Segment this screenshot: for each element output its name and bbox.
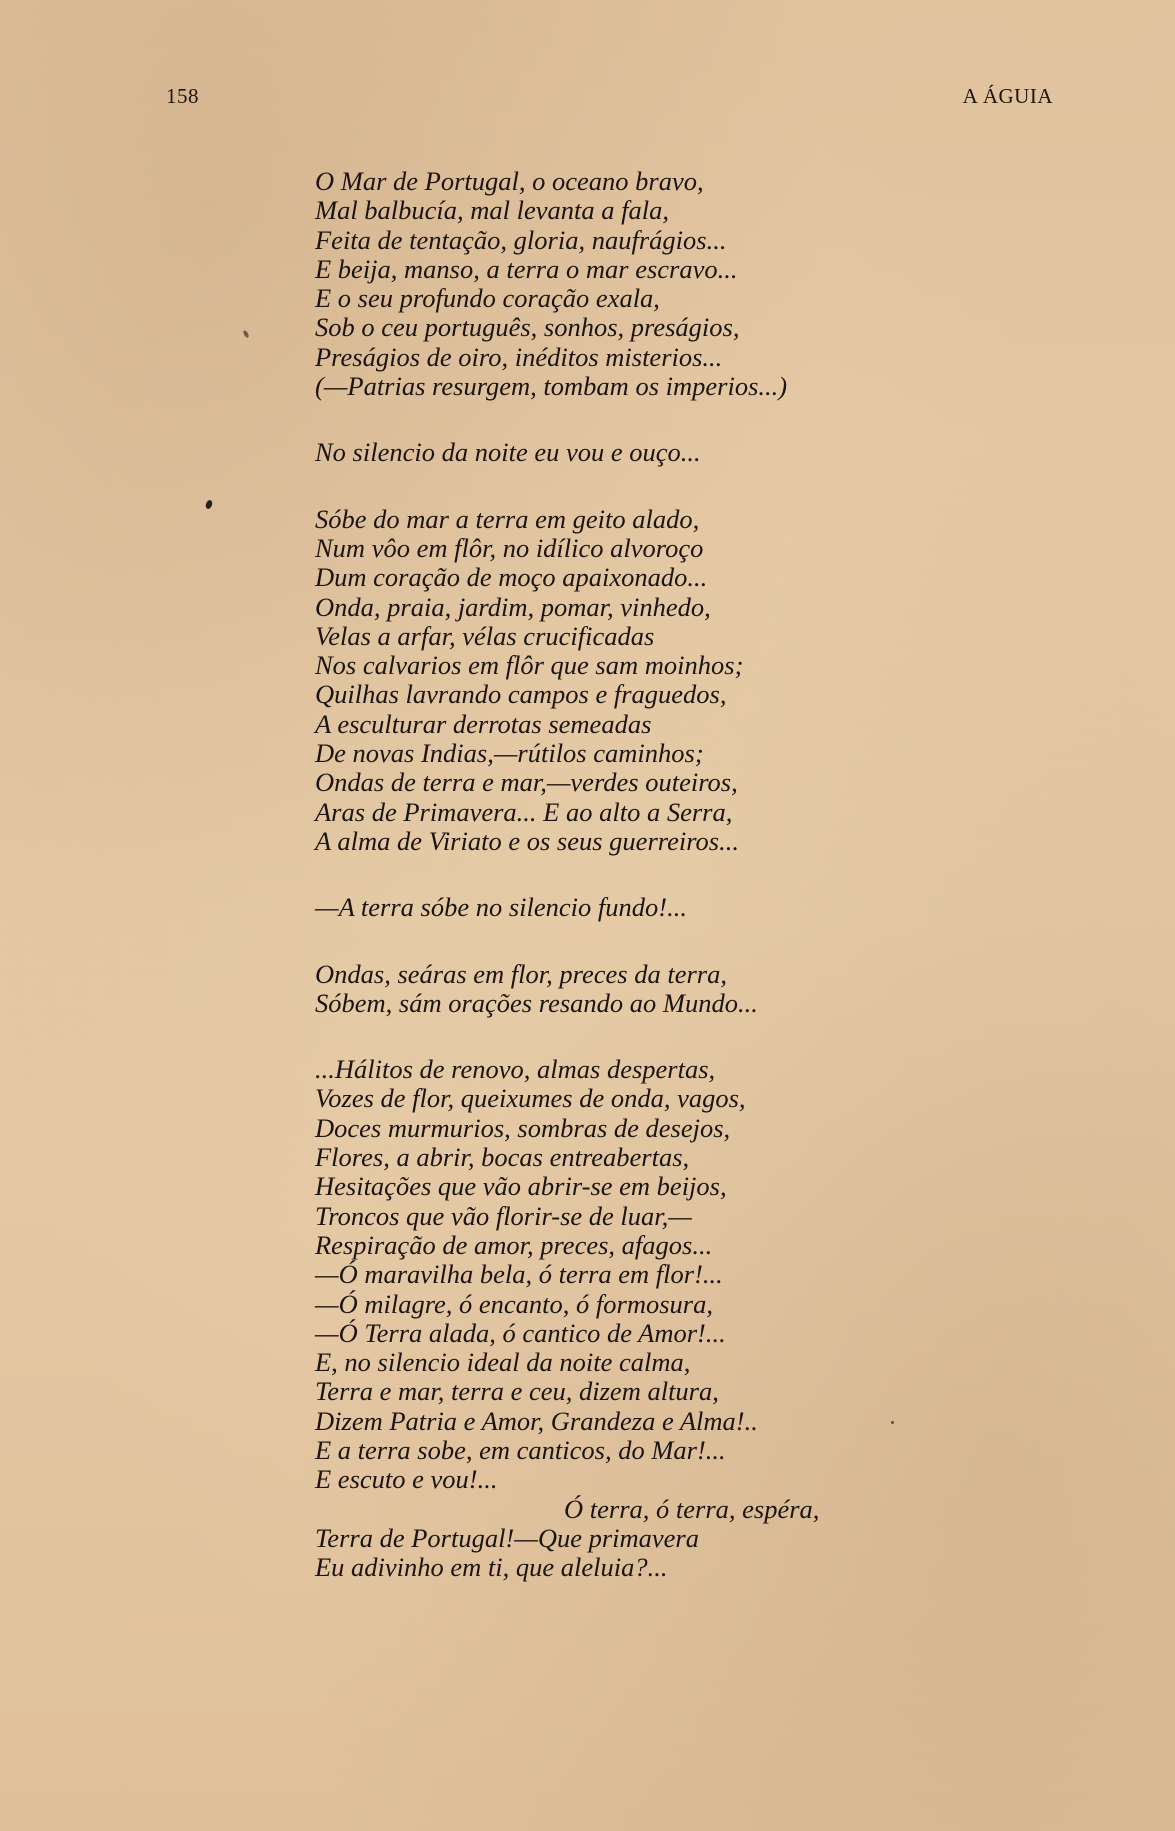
poem-line: ...Hálitos de renovo, almas despertas, [315, 1054, 716, 1085]
running-head-journal-title: A ÁGUIA [962, 84, 1053, 108]
page-number: 158 [166, 84, 199, 108]
poem-line: Onda, praia, jardim, pomar, vinhedo, [315, 591, 711, 622]
poem-line: Dizem Patria e Amor, Grandeza e Alma!.. [315, 1405, 758, 1436]
poem-line: Velas a arfar, vélas crucificadas [315, 620, 655, 651]
poem-line: Troncos que vão florir-se de luar,— [315, 1200, 692, 1231]
stanza [315, 438, 1015, 467]
poem-line: E a terra sobe, em canticos, do Mar!... [315, 1434, 726, 1465]
poem-line: Sóbem, sám orações resando ao Mundo... [315, 987, 758, 1018]
poem-line: —Ó maravilha bela, ó terra em flor!... [315, 1259, 723, 1290]
poem-line: Respiração de amor, preces, afagos... [315, 1229, 713, 1260]
poem-line: A alma de Viriato e os seus guerreiros... [315, 825, 739, 856]
poem-line: Ondas de terra e mar,—verdes outeiros, [315, 767, 738, 798]
poem-line: De novas Indias,—rútilos caminhos; [315, 738, 704, 769]
poem-line: Mal balbucía, mal levanta a fala, [315, 195, 670, 226]
poem-line-indented: Ó terra, ó terra, espéra, [564, 1493, 820, 1524]
poem-line: Doces murmurios, sombras de desejos, [315, 1112, 731, 1143]
poem-line: Preságios de oiro, inéditos misterios... [315, 341, 723, 372]
stanza [315, 893, 1015, 922]
poem-line: Flores, a abrir, bocas entreabertas, [315, 1142, 690, 1173]
paper-speck [242, 330, 249, 339]
poem-line: Dum coração de moço apaixonado... [315, 562, 708, 593]
poem-line: Quilhas lavrando campos e fraguedos, [315, 679, 727, 710]
poem [315, 167, 1015, 1582]
poem-line: Eu adivinho em ti, que aleluia?... [315, 1552, 668, 1583]
stanza [315, 960, 1015, 1019]
stanza [315, 505, 1015, 857]
poem-line: Nos calvarios em flôr que sam moinhos; [315, 650, 744, 681]
paper-speck [891, 1421, 894, 1424]
poem-line: Sóbe do mar a terra em geito alado, [315, 503, 700, 534]
poem-line: Terra e mar, terra e ceu, dizem altura, [315, 1376, 719, 1407]
poem-line: Ondas, seáras em flor, preces da terra, [315, 958, 727, 989]
poem-line: O Mar de Portugal, o oceano bravo, [315, 166, 704, 196]
poem-line: Sob o ceu português, sonhos, preságios, [315, 312, 740, 343]
poem-line: Vozes de flor, queixumes de onda, vagos, [315, 1083, 746, 1114]
poem-line: Aras de Primavera... E ao alto a Serra, [315, 796, 733, 827]
poem-line: Feita de tentação, gloria, naufrágios... [315, 224, 727, 255]
paper-speck [205, 499, 214, 510]
poem-line: E, no silencio ideal da noite calma, [315, 1347, 691, 1378]
poem-line: E beija, manso, a terra o mar escravo... [315, 253, 738, 284]
stanza [315, 167, 1015, 401]
poem-line: —Ó milagre, ó encanto, ó formosura, [315, 1288, 713, 1319]
poem-line: E o seu profundo coração exala, [315, 283, 660, 314]
stanza [315, 1055, 1015, 1582]
poem-line: Hesitações que vão abrir-se em beijos, [315, 1171, 727, 1202]
poem-line: A esculturar derrotas semeadas [315, 708, 652, 739]
poem-line: Num vôo em flôr, no idílico alvoroço [315, 532, 704, 563]
poem-line: E escuto e vou!... [315, 1464, 498, 1495]
poem-line: (—Patrias resurgem, tombam os imperios...) [315, 371, 788, 402]
poem-line: Terra de Portugal!—Que primavera [315, 1522, 699, 1553]
poem-line: No silencio da noite eu vou e ouço... [315, 437, 701, 468]
poem-line: —Ó Terra alada, ó cantico de Amor!... [315, 1317, 726, 1348]
poem-line: —A terra sóbe no silencio fundo!... [315, 892, 687, 923]
